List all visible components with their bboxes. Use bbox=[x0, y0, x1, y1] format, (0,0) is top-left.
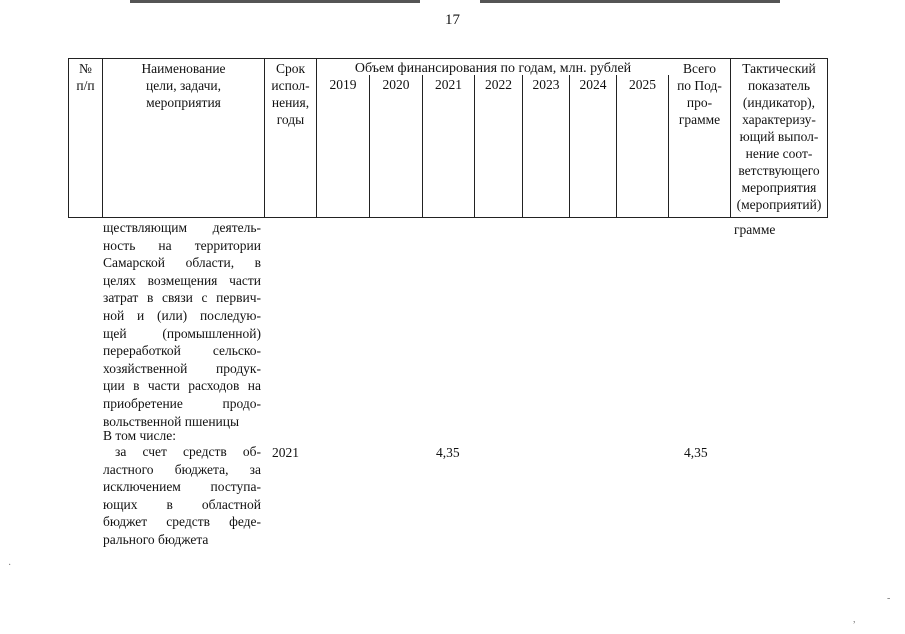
row1-name-line: ществляющим деятель- bbox=[103, 220, 261, 235]
row1-indicator: грамме bbox=[734, 222, 776, 237]
row1-name-line: переработкой сельско- bbox=[103, 343, 261, 359]
header-year-2022: 2022 bbox=[475, 75, 523, 217]
row1-name-line: затрат в связи с первич- bbox=[103, 290, 261, 306]
row2-name-line: рального бюджета bbox=[103, 531, 209, 547]
header-indicator-line: показатель bbox=[747, 78, 811, 93]
row1-name-line: Самарской области, в bbox=[103, 255, 261, 271]
row2-name-line: бюджет средств феде- bbox=[103, 514, 261, 530]
header-indicator-line: (индикатор), bbox=[742, 95, 816, 110]
row2-name-line: за счет средств об- bbox=[115, 444, 261, 459]
header-name-line: цели, задачи, bbox=[146, 78, 221, 93]
scan-speck: , bbox=[853, 614, 856, 625]
header-total bbox=[669, 59, 731, 217]
header-name bbox=[103, 59, 265, 217]
header-name-line: Наименование bbox=[141, 61, 226, 76]
row1-name bbox=[103, 219, 261, 430]
header-year-2019: 2019 bbox=[317, 75, 370, 217]
scan-speck: - bbox=[887, 593, 891, 604]
row1-name-line: вольственной пшеницы bbox=[103, 413, 240, 429]
row1-name-line: ции в части расходов на bbox=[103, 378, 261, 394]
row2-total: 4,35 bbox=[684, 445, 708, 460]
header-indicator-line: характеризу- bbox=[742, 112, 816, 127]
header-total-line: про- bbox=[686, 95, 713, 110]
header-indicator-line: ющий выпол- bbox=[739, 129, 819, 144]
scan-speck: · bbox=[8, 560, 12, 571]
row2-name-line: исключением поступа- bbox=[103, 479, 261, 495]
header-num bbox=[69, 59, 103, 217]
header-year-2023: 2023 bbox=[523, 75, 570, 217]
row2-name bbox=[103, 443, 261, 549]
header-indicator-line: мероприятия bbox=[741, 180, 817, 195]
row2-name-line: ющих в областной bbox=[103, 496, 261, 512]
header-year-2024: 2024 bbox=[570, 75, 617, 217]
header-funding-group: Объем финансирования по годам, млн. рублей bbox=[354, 61, 632, 76]
header-term-line: Срок bbox=[275, 61, 306, 76]
row2-term: 2021 bbox=[272, 445, 299, 460]
row2-label: В том числе: bbox=[103, 428, 176, 443]
page-number: 17 bbox=[445, 12, 460, 28]
header-term-line: испол- bbox=[271, 78, 310, 93]
header-indicator bbox=[731, 59, 827, 217]
header-total-line: по Под- bbox=[677, 78, 722, 93]
row1-name-line: хозяйственной продук- bbox=[103, 360, 261, 376]
row1-name-line: ность на территории bbox=[103, 237, 261, 253]
header-term-line: годы bbox=[276, 112, 305, 127]
header-indicator-line: (мероприятий) bbox=[736, 197, 822, 212]
header-total-line: грамме bbox=[678, 112, 721, 127]
header-indicator-line: нение соот- bbox=[745, 146, 813, 161]
header-year-2021: 2021 bbox=[423, 75, 475, 217]
header-num-line: п/п bbox=[76, 78, 95, 93]
header-num-line: № bbox=[79, 61, 92, 76]
header-year-2020: 2020 bbox=[370, 75, 423, 217]
header-name-line: мероприятия bbox=[146, 95, 221, 110]
header-indicator-line: ветствующего bbox=[738, 163, 820, 178]
header-year-2025: 2025 bbox=[617, 75, 669, 217]
header-term bbox=[265, 59, 317, 217]
table-header bbox=[68, 58, 828, 218]
row2-name-line: ластного бюджета, за bbox=[103, 461, 261, 477]
header-total-line: Всего bbox=[682, 61, 717, 76]
row1-name-line: щей (промышленной) bbox=[103, 325, 261, 341]
scan-edge-left bbox=[130, 0, 420, 3]
header-indicator-line: Тактический bbox=[742, 61, 816, 76]
scan-edge-right bbox=[480, 0, 780, 3]
row1-name-line: целях возмещения части bbox=[103, 272, 261, 288]
row1-name-line: приобретение продо- bbox=[103, 395, 261, 411]
row1-name-line: ной и (или) последую- bbox=[103, 307, 261, 323]
row2-value-2021: 4,35 bbox=[436, 445, 460, 460]
header-term-line: нения, bbox=[271, 95, 310, 110]
